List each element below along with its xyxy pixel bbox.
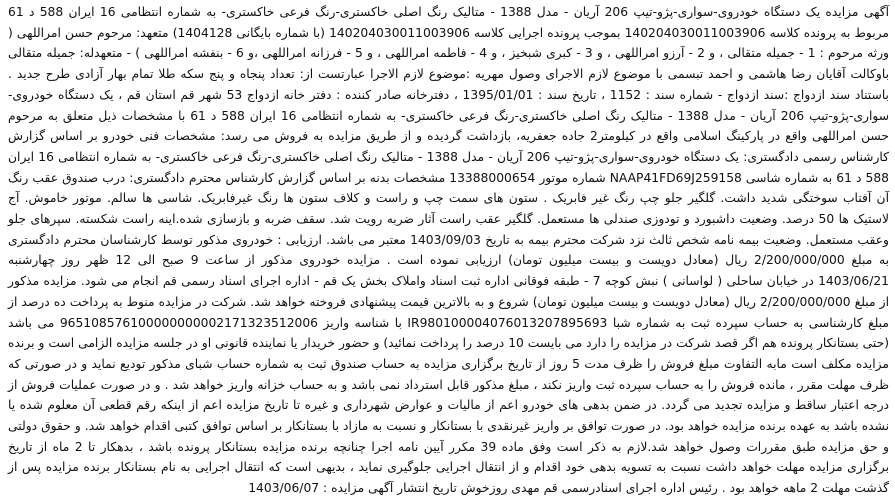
auction-notice-body: آگهی مزایده یک دستگاه خودروی-سواری-پژو-تیپ 206 آریان - مدل 1388 - متالیک رنگ اصلی خاکستری-رنگ فرعی خاکستری- به شماره انتظامی 16 ایران 588 د 61 مربوط به پرونده کلاسه 140204030011003906 بموجب پرونده اجرایی کلاسه 140204030011003906 (با شماره بایگانی 1404128) متعهد: مرحوم حسن امراللهی ( ورثه مرحوم : 1 - جمیله متقالی ، و 2 - آرزو امراللهی ، و 3 - کبری شبخیز ، و 4 - فاطمه امراللهی ، و 5 - فرزانه امراللهی ،و 6 - بنفشه امراللهی ) - متعهدله: جمیله متقالی باوکالت آقایان رضا هاشمی و احمد تبسمی با موضوع لازم الاجرای وصول مهریه :موضوع لازم الاجرا عبارتست از: تعداد پنجاه و پنج سکه طلا تمام بهار آزادی طرح جدید . باستناد سند ازدواج :سند ازدواج - شماره سند : 1152 ، تاریخ سند : 1395/01/01 ، دفترخانه صادر کننده : دفتر خانه ازدواج 53 شهر قم استان قم ، یک دستگاه خودروی-سواری-پژو-تیپ 206 آریان - مدل 1388 - متالیک رنگ اصلی خاکستری-رنگ فرعی خاکستری- به شماره انتظامی 16 ایران 588 د 61 با مشخصات ذیل متعلق به مرحوم حسن امراللهی واقع در پارکینگ اسلامی واقع در کیلومتر2 جاده جعفریه، بازداشت گردیده و از طریق مزایده به فروش می رسد: مشخصات فنی خودرو بر اساس گزارش کارشناس رسمی دادگستری: یک دستگاه خودروی-سواری-پژو-تیپ 206 آریان - مدل 1388 - متالیک رنگ اصلی خاکستری-رنگ فرعی خاکستری- به شماره انتظامی 16 ایران 588 د 61 به شماره شاسی NAAP41FD69J259158 شماره موتور 13388000654 مشخصات بدنه بر اساس گزارش کارشناس محترم دادگستری: درب صندوق عقب رنگ آن آفتاب سوختگی شدید داشت. گلگیر جلو چپ رنگ غیر فابریک . ستون های سمت چپ و راست و کلاف ستون ها رنگ غیرفابریک. شاسی ها سالم. موتور خاموش. آج لاستیک ها 50 درصد. وضعیت داشبورد و تودوزی صندلی ها مستعمل. گلگیر عقب راست آثار ضربه رویت شد. سقف ضربه و بازسازی شده.اینه راست شکسته. سپرهای جلو وعقب مستعمل. وضعیت بیمه نامه شخص ثالث نزد شرکت محترم بیمه به تاریخ 1403/09/03 معتبر می باشد. ارزیابی : خودروی مذکور توسط کارشناسان محترم دادگستری به مبلغ 2/200/000/000 ریال (معادل دویست و بیست میلیون تومان) ارزیابی نموده است . مزایده خودروی مذکور از ساعت 9 صبح الی 12 ظهر روز چهارشنبه 1403/06/21 در خیابان ساحلی ( لواسانی ) نبش کوچه 7 - طبقه فوقانی اداره ثبت اسناد واملاک بخش یک قم - اداره اجرای اسناد رسمی قم انجام می شود. مزایده مذکور از مبلغ 2/200/000/000 ریال (معادل دویست و بیست میلیون تومان) شروع و به بالاترین قیمت پیشنهادی فروخته خواهد شد. شرکت در مزایده منوط به پرداخت ده درصد از مبلغ کارشناسی به حساب سپرده ثبت به شماره شبا IR980100004076013207895693 با شناسه واریز 965108576100000000002171323512006 می باشد (حتی بستانکار پرونده هم اگر قصد شرکت در مزایده را دارد می بایست 10 درصد را پرداخت نمائید) و حضور خریدار یا نماینده قانونی او در جلسه مزایده الزامی است و برنده مزایده مکلف است مابه التفاوت مبلغ فروش را ظرف مدت 5 روز از تاریخ برگزاری مزایده به حساب صندوق ثبت به شماره حساب شبای مذکور تودیع نماید و در صورتی که ظرف مهلت مقرر ، مانده فروش را به حساب سپرده ثبت واریز نکند ، مبلغ مذکور قابل استرداد نمی باشد و به حساب خزانه واریز خواهد شد . و در صورت عملیات فروش از درجه اعتبار ساقط و مزایده تجدید می گردد. در ضمن بدهی های خودرو اعم از مالیات و عوارض شهرداری و غیره تا تاریخ مزایده اعم از اینکه رقم قطعی آن معلوم شده یا نشده باشد به عهده برنده مزایده خواهد بود. در صورت توافق بر واریز غیرنقدی با بستانکار و نسبت به مازاد با بستانکار بر اساس توافق کتبی اقدام خواهد شد. و حقوق دولتی و حق مزایده طبق مقررات وصول خواهد شد.لازم به ذکر است وفق ماده 39 مکرر آیین نامه اجرا چنانچه برنده مزایده بستانکار پرونده باشد ، بدهکار تا 2 ماه از تاریخ برگزاری مزایده مهلت خواهد داشت نسبت به تسویه بدهی خود اقدام و از انتقال اجرایی جلوگیری نماید ، بدیهی است که انتقال اجرایی به نام بستانکار برنده مزایده پس از گذشت مهلت 2 ماهه خواهد بود . رئیس اداره اجرای اسنادرسمی قم مهدی روزخوش تاریخ انتشار آگهی مزایده : 1403/06/07: [8, 5, 890, 496]
auction-notice: [8, 2, 890, 496]
